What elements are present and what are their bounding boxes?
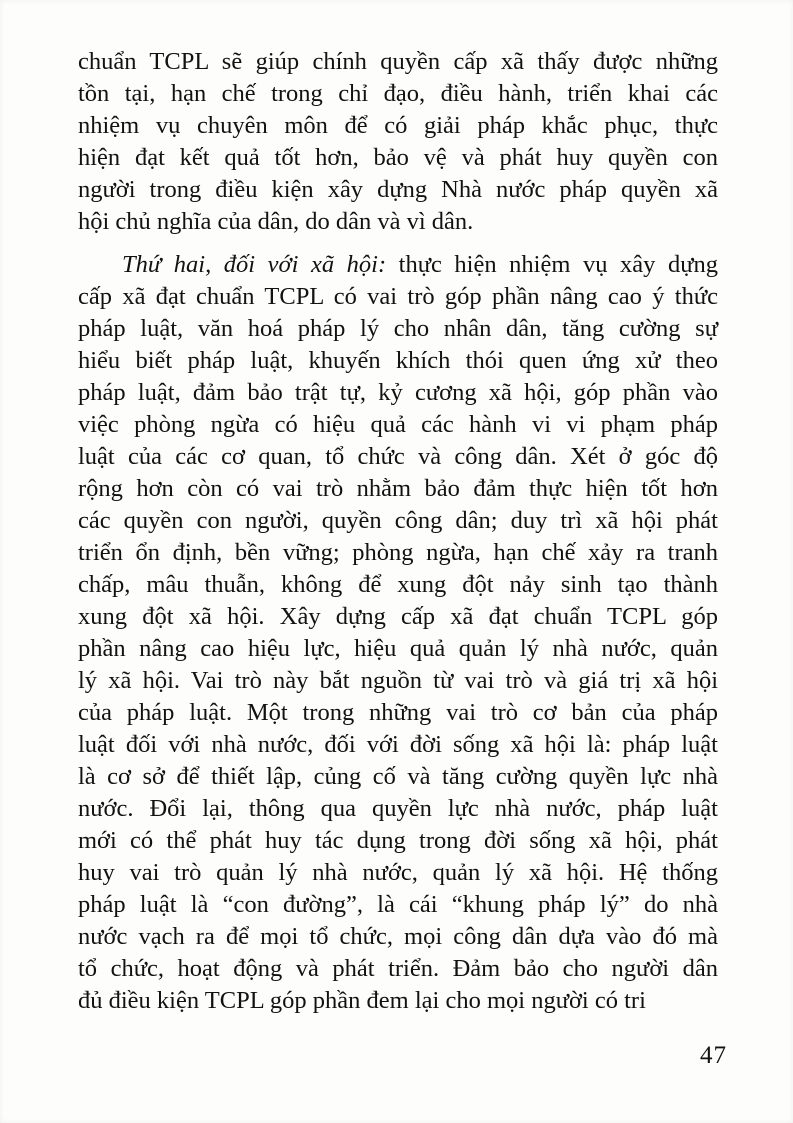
text-segment: hội chủ nghĩa của dân, do dân và vì dân. bbox=[78, 208, 474, 235]
text-line bbox=[78, 921, 718, 953]
text-segment: nhiệm vụ chuyên môn để có giải pháp khắc phục, thực bbox=[78, 112, 718, 139]
text-line bbox=[78, 857, 718, 889]
text-line bbox=[78, 601, 718, 633]
text-line bbox=[78, 665, 718, 697]
text-segment: thực hiện nhiệm vụ xây dựng bbox=[386, 251, 718, 278]
text-segment: pháp luật, đảm bảo trật tự, kỷ cương xã hội, góp phần vào bbox=[78, 379, 718, 406]
text-line bbox=[78, 313, 718, 345]
text-segment: hiện đạt kết quả tốt hơn, bảo vệ và phát huy quyền con bbox=[78, 144, 718, 171]
text-line bbox=[78, 697, 718, 729]
text-block bbox=[78, 46, 718, 1017]
paragraph bbox=[78, 249, 718, 1017]
text-line bbox=[78, 761, 718, 793]
text-segment: phần nâng cao hiệu lực, hiệu quả quản lý nhà nước, quản bbox=[78, 635, 718, 662]
text-segment: tồn tại, hạn chế trong chỉ đạo, điều hành, triển khai các bbox=[78, 80, 718, 107]
text-line bbox=[78, 110, 718, 142]
text-line bbox=[78, 206, 718, 238]
text-segment: triển ổn định, bền vững; phòng ngừa, hạn chế xảy ra tranh bbox=[78, 539, 718, 566]
text-line bbox=[78, 377, 718, 409]
text-line bbox=[78, 793, 718, 825]
text-line bbox=[78, 537, 718, 569]
text-line bbox=[78, 505, 718, 537]
italic-text-segment: Thứ hai, đối với xã hội: bbox=[122, 251, 387, 278]
text-segment: chuẩn TCPL sẽ giúp chính quyền cấp xã thấy được những bbox=[78, 48, 718, 75]
text-segment: các quyền con người, quyền công dân; duy trì xã hội phát bbox=[78, 507, 718, 534]
text-segment: huy vai trò quản lý nhà nước, quản lý xã hội. Hệ thống bbox=[78, 859, 718, 886]
text-segment: là cơ sở để thiết lập, củng cố và tăng cường quyền lực nhà bbox=[78, 763, 718, 790]
text-line bbox=[78, 889, 718, 921]
text-segment: rộng hơn còn có vai trò nhằm bảo đảm thực hiện tốt hơn bbox=[78, 475, 718, 502]
text-line bbox=[78, 441, 718, 473]
text-line bbox=[78, 78, 718, 110]
text-segment: luật của các cơ quan, tổ chức và công dân. Xét ở góc độ bbox=[78, 443, 718, 470]
text-segment: xung đột xã hội. Xây dựng cấp xã đạt chuẩn TCPL góp bbox=[78, 603, 718, 630]
text-line bbox=[78, 46, 718, 78]
text-segment: tổ chức, hoạt động và phát triển. Đảm bảo cho người dân bbox=[78, 955, 718, 982]
text-segment: hiểu biết pháp luật, khuyến khích thói quen ứng xử theo bbox=[78, 347, 718, 374]
text-line bbox=[78, 985, 718, 1017]
text-segment: nước. Đổi lại, thông qua quyền lực nhà nước, pháp luật bbox=[78, 795, 718, 822]
text-segment: pháp luật, văn hoá pháp lý cho nhân dân, tăng cường sự bbox=[78, 315, 718, 342]
paragraph bbox=[78, 46, 718, 238]
text-line bbox=[78, 825, 718, 857]
text-line bbox=[78, 953, 718, 985]
text-line bbox=[78, 633, 718, 665]
text-line bbox=[78, 142, 718, 174]
text-line bbox=[78, 174, 718, 206]
text-segment: người trong điều kiện xây dựng Nhà nước pháp quyền xã bbox=[78, 176, 718, 203]
text-segment: đủ điều kiện TCPL góp phần đem lại cho mọi người có tri bbox=[78, 987, 646, 1014]
text-line bbox=[78, 409, 718, 441]
text-line bbox=[78, 569, 718, 601]
text-line bbox=[78, 281, 718, 313]
page-number: 47 bbox=[700, 1042, 727, 1069]
text-line bbox=[78, 729, 718, 761]
text-segment: nước vạch ra để mọi tổ chức, mọi công dân dựa vào đó mà bbox=[78, 923, 718, 950]
text-segment: mới có thể phát huy tác dụng trong đời sống xã hội, phát bbox=[78, 827, 718, 854]
text-segment: luật đối với nhà nước, đối với đời sống xã hội là: pháp luật bbox=[78, 731, 718, 758]
text-segment: chấp, mâu thuẫn, không để xung đột nảy sinh tạo thành bbox=[78, 571, 718, 598]
text-segment: pháp luật là “con đường”, là cái “khung pháp lý” do nhà bbox=[78, 891, 718, 918]
text-segment: việc phòng ngừa có hiệu quả các hành vi vi phạm pháp bbox=[78, 411, 718, 438]
text-line bbox=[78, 473, 718, 505]
text-segment: lý xã hội. Vai trò này bắt nguồn từ vai trò và giá trị xã hội bbox=[78, 667, 718, 694]
text-segment: của pháp luật. Một trong những vai trò cơ bản của pháp bbox=[78, 699, 718, 726]
text-segment: cấp xã đạt chuẩn TCPL có vai trò góp phần nâng cao ý thức bbox=[78, 283, 718, 310]
text-line bbox=[78, 345, 718, 377]
text-line bbox=[78, 249, 718, 281]
